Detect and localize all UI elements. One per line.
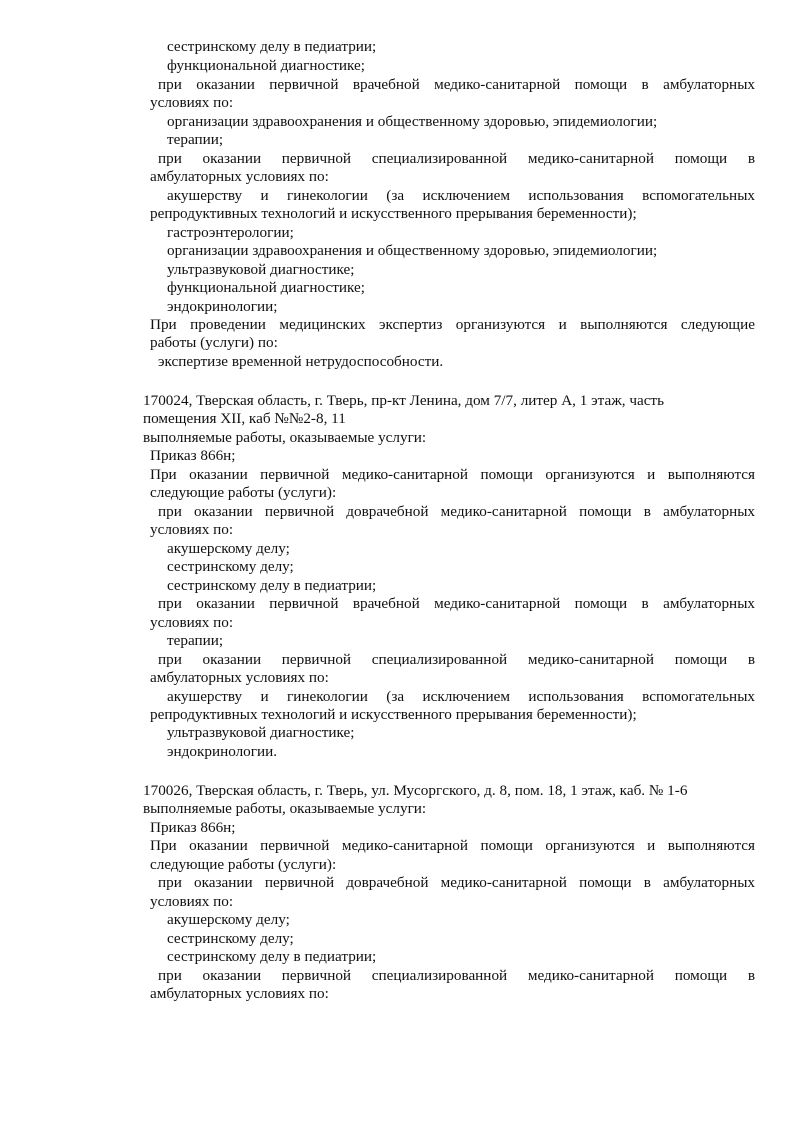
paragraph-line: амбулаторных условиях по: <box>150 168 329 185</box>
list-item: ультразвуковой диагностике; <box>167 261 355 278</box>
paragraph-line: при оказании первичной доврачебной медико-санитарной помощи в амбулаторных <box>158 874 755 891</box>
list-item: гастроэнтерологии; <box>167 224 294 241</box>
list-item: акушерству и гинекологии (за исключением использования вспомогательных <box>167 688 755 705</box>
paragraph-line: условиях по: <box>150 521 234 538</box>
paragraph-line: при оказании первичной врачебной медико-санитарной помощи в амбулаторных <box>158 595 755 612</box>
list-item: акушерскому делу; <box>167 911 290 928</box>
list-item: сестринскому делу в педиатрии; <box>167 948 377 965</box>
list-item: терапии; <box>167 632 224 649</box>
paragraph-line: При оказании первичной медико-санитарной помощи организуются и выполняются <box>150 837 755 854</box>
paragraph-line: при оказании первичной доврачебной медико-санитарной помощи в амбулаторных <box>158 503 755 520</box>
paragraph-line: При оказании первичной медико-санитарной помощи организуются и выполняются <box>150 466 755 483</box>
list-item: эндокринологии. <box>167 743 278 760</box>
paragraph-line: амбулаторных условиях по: <box>150 985 329 1002</box>
list-item: сестринскому делу; <box>167 930 294 947</box>
list-item: организации здравоохранения и общественному здоровью, эпидемиологии; <box>167 113 658 130</box>
list-item: акушерству и гинекологии (за исключением использования вспомогательных <box>167 187 755 204</box>
list-item: организации здравоохранения и общественному здоровью, эпидемиологии; <box>167 242 658 259</box>
address-line: 170026, Тверская область, г. Тверь, ул. Мусоргского, д. 8, пом. 18, 1 этаж, каб. № 1-6 <box>143 782 688 799</box>
services-label: выполняемые работы, оказываемые услуги: <box>143 429 427 446</box>
list-item: функциональной диагностике; <box>167 279 365 296</box>
list-item-continuation: репродуктивных технологий и искусственного прерывания беременности); <box>150 205 637 222</box>
list-item: функциональной диагностике; <box>167 57 365 74</box>
paragraph-line: условиях по: <box>150 614 234 631</box>
paragraph-line: при оказании первичной специализированной медико-санитарной помощи в <box>158 651 755 668</box>
paragraph-line: работы (услуги) по: <box>150 334 278 351</box>
list-item-continuation: репродуктивных технологий и искусственного прерывания беременности); <box>150 706 637 723</box>
paragraph-line: условиях по: <box>150 94 234 111</box>
list-item: эндокринологии; <box>167 298 278 315</box>
paragraph-line: следующие работы (услуги): <box>150 856 337 873</box>
list-item: ультразвуковой диагностике; <box>167 724 355 741</box>
list-item: акушерскому делу; <box>167 540 290 557</box>
paragraph-line: при оказании первичной специализированной медико-санитарной помощи в <box>158 150 755 167</box>
paragraph-line: амбулаторных условиях по: <box>150 669 329 686</box>
address-line: помещения XII, каб №№2-8, 11 <box>143 410 346 427</box>
paragraph-line: при оказании первичной специализированной медико-санитарной помощи в <box>158 967 755 984</box>
list-item: сестринскому делу в педиатрии; <box>167 38 377 55</box>
order-reference: Приказ 866н; <box>150 819 236 836</box>
address-line: 170024, Тверская область, г. Тверь, пр-кт Ленина, дом 7/7, литер А, 1 этаж, часть <box>143 392 664 409</box>
paragraph-line: условиях по: <box>150 893 234 910</box>
order-reference: Приказ 866н; <box>150 447 236 464</box>
list-item: сестринскому делу; <box>167 558 294 575</box>
paragraph-line: при оказании первичной врачебной медико-санитарной помощи в амбулаторных <box>158 76 755 93</box>
list-item: экспертизе временной нетрудоспособности. <box>158 353 444 370</box>
paragraph-line: При проведении медицинских экспертиз организуются и выполняются следующие <box>150 316 755 333</box>
paragraph-line: следующие работы (услуги): <box>150 484 337 501</box>
services-label: выполняемые работы, оказываемые услуги: <box>143 800 427 817</box>
list-item: сестринскому делу в педиатрии; <box>167 577 377 594</box>
list-item: терапии; <box>167 131 224 148</box>
